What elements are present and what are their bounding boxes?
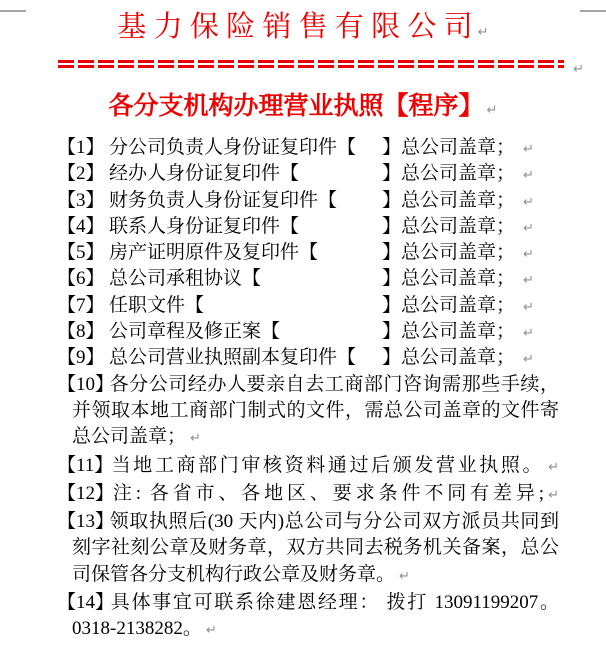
divider-bar-top [58, 60, 564, 63]
item-number: 【1】 [57, 137, 105, 158]
bracket-open: 【 [242, 268, 262, 290]
numbered-paragraph [57, 481, 559, 509]
paragraph-mark-icon: ↵ [205, 623, 217, 639]
document-body [57, 135, 559, 645]
item-text: 分公司负责人身份证复印件 [109, 137, 338, 158]
bracket-close: 】 [382, 242, 402, 264]
item-stamp-note [382, 214, 534, 242]
paragraph-mark-icon: ↵ [523, 194, 534, 210]
bracket-open: 【 [299, 242, 319, 264]
paragraph-mark-icon: ↵ [523, 273, 534, 289]
bracket-open: 【 [280, 163, 300, 185]
paragraph-line [57, 481, 559, 509]
numbered-paragraph [57, 372, 559, 453]
stamp-text: 总公司盖章； [401, 347, 516, 369]
bracket-close: 】 [382, 189, 402, 211]
numbered-paragraph [57, 509, 559, 590]
item-number: 【13】 [57, 511, 115, 533]
checklist-item [57, 214, 559, 240]
bracket-open: 【 [318, 189, 338, 211]
item-stamp-note [382, 135, 534, 163]
item-number: 【10】 [57, 373, 115, 395]
item-number: 【6】 [57, 268, 105, 290]
item-text: 财务负责人身份证复印件 [109, 189, 319, 211]
stamp-text: 总公司盖章； [401, 137, 516, 158]
item-number: 【2】 [57, 163, 105, 185]
bracket-close: 】 [382, 163, 402, 185]
checklist-item [57, 240, 559, 266]
item-stamp-note [382, 188, 534, 216]
divider-bar-bottom [58, 65, 564, 68]
checklist-item [57, 319, 559, 345]
paragraph-mark-icon: ↵ [523, 168, 534, 184]
line-text: 司保管各分支机构行政公章及财务章。 [72, 563, 396, 585]
line-text: 刻字社刻公章及财务章，双方共同去税务机关备案，总公 [72, 537, 559, 559]
item-number: 【12】 [57, 482, 115, 504]
bracket-close: 】 [382, 294, 402, 316]
stamp-text: 总公司盖章； [401, 242, 516, 264]
item-text: 房产证明原件及复印件 [109, 242, 300, 264]
item-text: 联系人身份证复印件 [109, 215, 281, 237]
item-number: 【14】 [57, 592, 115, 614]
bracket-open: 【 [261, 321, 281, 343]
paragraph-line [57, 372, 559, 398]
item-number: 【4】 [57, 215, 105, 237]
paragraph-line [57, 616, 559, 644]
bracket-open: 【 [280, 215, 300, 237]
line-text: 0318-2138282。 [72, 618, 202, 640]
item-stamp-note [382, 293, 534, 321]
bracket-close: 】 [382, 321, 402, 343]
item-stamp-note [382, 266, 534, 294]
line-text: 各分公司经办人要亲自去工商部门咨询需那些手续， [109, 373, 559, 395]
company-title [0, 10, 606, 50]
checklist-section [57, 135, 559, 372]
paragraph-line [57, 453, 559, 481]
paragraph-mark-icon: ↵ [548, 459, 559, 475]
item-stamp-note [382, 240, 534, 268]
paragraph-line [57, 535, 559, 561]
stamp-text: 总公司盖章； [401, 215, 516, 237]
bracket-open: 【 [337, 347, 357, 369]
paragraph-mark-icon: ↵ [523, 142, 534, 157]
stamp-text: 总公司盖章； [401, 321, 516, 343]
company-title-text: 基 力 保 险 销 售 有 限 公 司 [117, 11, 473, 43]
item-stamp-note [382, 161, 534, 189]
paragraph-line [57, 398, 559, 424]
line-text: 并领取本地工商部门制式的文件，需总公司盖章的文件寄 [72, 399, 559, 421]
stamp-text: 总公司盖章； [401, 163, 516, 185]
bracket-close: 】 [382, 137, 402, 158]
item-number: 【7】 [57, 294, 105, 316]
checklist-item [57, 266, 559, 292]
stamp-text: 总公司盖章； [401, 294, 516, 316]
checklist-item [57, 293, 559, 319]
bracket-open: 【 [337, 137, 357, 158]
item-number: 【9】 [57, 347, 105, 369]
checklist-item [57, 135, 559, 161]
paragraph-mark-icon: ↵ [486, 103, 498, 118]
margin-cropmark-left-icon [0, 10, 26, 12]
paragraph-mark-icon: ↵ [573, 62, 584, 77]
line-text: 具体事宜可联系徐建恩经理： 拨打 13091199207。 [109, 592, 559, 614]
line-text: 领取执照后(30 天内)总公司与分公司双方派员共同到 [109, 511, 559, 533]
numbered-paragraph [57, 453, 559, 481]
paragraph-line [57, 562, 559, 590]
bracket-close: 】 [382, 268, 402, 290]
item-number: 【3】 [57, 189, 105, 211]
paragraph-mark-icon: ↵ [190, 431, 201, 447]
paragraph-mark-icon: ↵ [523, 326, 534, 342]
document-heading [0, 92, 606, 126]
paragraph-mark-icon: ↵ [548, 487, 559, 503]
margin-cropmark-right-icon [580, 10, 606, 12]
paragraph-line [57, 590, 559, 616]
item-text: 经办人身份证复印件 [109, 163, 281, 185]
checklist-item [57, 345, 559, 371]
document-heading-text: 各分支机构办理营业执照【程序】 [108, 93, 484, 120]
item-number: 【5】 [57, 242, 105, 264]
paragraph-mark-icon: ↵ [523, 299, 534, 315]
item-number: 【11】 [57, 454, 114, 476]
paragraph-mark-icon: ↵ [477, 25, 489, 40]
item-text: 公司章程及修正案 [109, 321, 262, 343]
bracket-close: 】 [382, 347, 402, 369]
checklist-item [57, 188, 559, 214]
item-text: 任职文件 [109, 294, 186, 316]
paragraph-line [57, 509, 559, 535]
line-text: 注: 各省市、各地区、要求条件不同有差异; [109, 482, 545, 504]
numbered-paragraph [57, 590, 559, 645]
bracket-open: 【 [185, 294, 205, 316]
bracket-close: 】 [382, 215, 402, 237]
line-text: 总公司盖章； [72, 426, 187, 448]
paragraph-mark-icon: ↵ [523, 247, 534, 263]
paragraph-mark-icon: ↵ [523, 220, 534, 236]
paragraph-mark-icon: ↵ [399, 568, 410, 584]
stamp-text: 总公司盖章； [401, 189, 516, 211]
item-stamp-note [382, 319, 534, 347]
line-text: 当地工商部门审核资料通过后颁发营业执照。 [109, 454, 545, 476]
item-stamp-note [382, 345, 534, 373]
paragraph-mark-icon: ↵ [523, 352, 534, 368]
item-text: 总公司承租协议 [109, 268, 243, 290]
paragraph-section [57, 372, 559, 645]
paragraph-line [57, 424, 559, 452]
stamp-text: 总公司盖章； [401, 268, 516, 290]
item-text: 总公司营业执照副本复印件 [109, 347, 338, 369]
item-number: 【8】 [57, 321, 105, 343]
red-double-divider [58, 60, 584, 77]
checklist-item [57, 161, 559, 187]
